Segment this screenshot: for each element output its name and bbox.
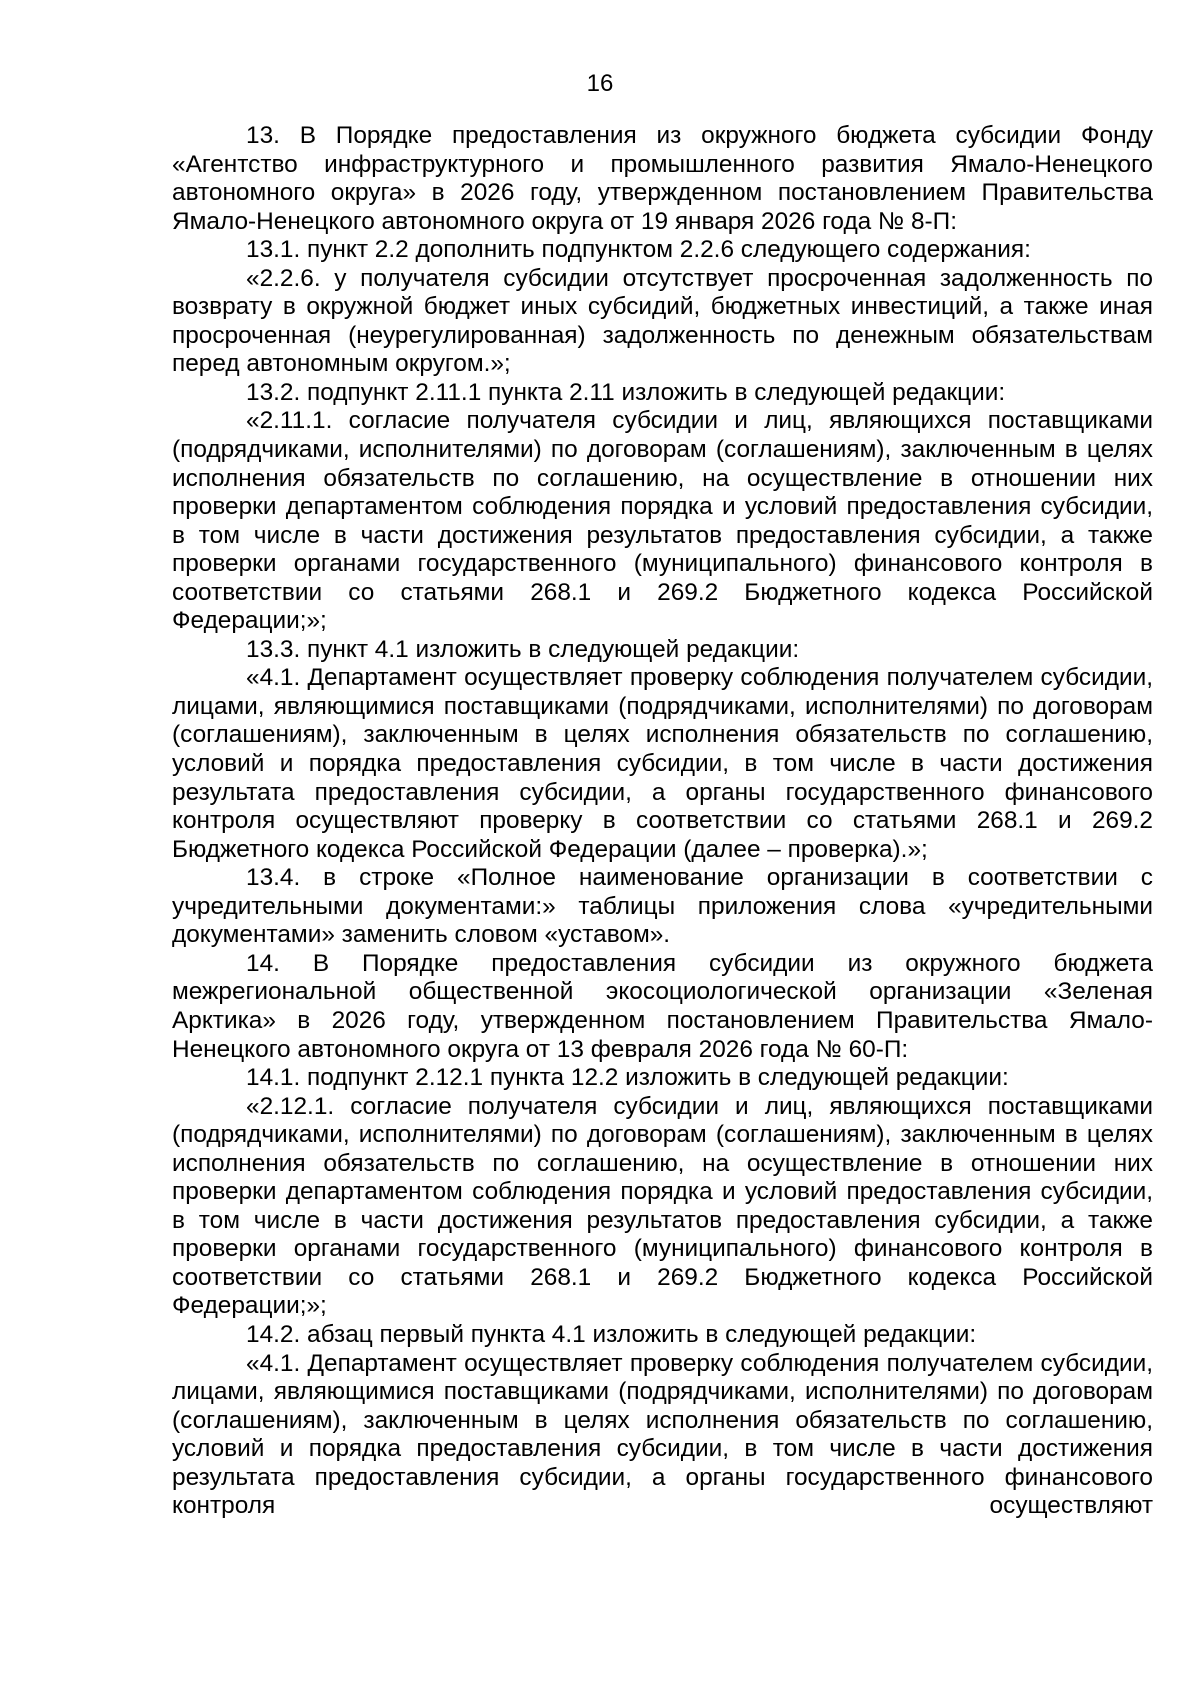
paragraph-13-2: 13.2. подпункт 2.11.1 пункта 2.11 изложить в следующей редакции: bbox=[246, 378, 1006, 406]
paragraph-14: 14. В Порядке предоставления субсидии из окружного бюджета межрегиональной общественной экосоциологической организации «Зеленая Арктика» в 2026 году, утвержденном постановлением Правительства Ямало-Ненецкого автономного округа от 13 февраля 2026 года № 60-П: bbox=[172, 949, 1153, 1063]
paragraph-2-11-1-quote: «2.11.1. согласие получателя субсидии и лиц, являющихся поставщиками (подрядчиками, исполнителями) по договорам (соглашениям), заключенным в целях исполнения обязательств по соглашению, на осуществление в отношении них проверки департаментом соблюдения порядка и условий предоставления субсидии, в том числе в части достижения результатов предоставления субсидии, а также проверки органами государственного (муниципального) финансового контроля в соответствии со статьями 268.1 и 269.2 Бюджетного кодекса Российской Федерации;»; bbox=[172, 407, 1153, 635]
paragraph-2-2-6-quote: «2.2.6. у получателя субсидии отсутствует просроченная задолженность по возврату в окружной бюджет иных субсидий, бюджетных инвестиций, а также иная просроченная (неурегулированная) задолженность по денежным обязательствам перед автономным округом.»; bbox=[172, 264, 1153, 378]
paragraph-13-4: 13.4. в строке «Полное наименование организации в соответствии с учредительными документами:» таблицы приложения слова «учредительными документами» заменить словом «уставом». bbox=[172, 864, 1153, 949]
paragraph-4-1-quote-continued: «4.1. Департамент осуществляет проверку соблюдения получателем субсидии, лицами, являющимися поставщиками (подрядчиками, исполнителями) по договорам (соглашениям), заключенным в целях исполнения обязательств по соглашению, условий и порядка предоставления субсидии, в том числе в части достижения результата предоставления субсидии, а органы государственного финансового контроля осуществляют bbox=[172, 1349, 1153, 1520]
document-body bbox=[172, 122, 1153, 1521]
page-number: 16 bbox=[586, 70, 614, 97]
paragraph-4-1-quote: «4.1. Департамент осуществляет проверку соблюдения получателем субсидии, лицами, являющимися поставщиками (подрядчиками, исполнителями) по договорам (соглашениям), заключенным в целях исполнения обязательств по соглашению, условий и порядка предоставления субсидии, в том числе в части достижения результата предоставления субсидии, а органы государственного финансового контроля осуществляют проверку в соответствии со статьями 268.1 и 269.2 Бюджетного кодекса Российской Федерации (далее – проверка).»; bbox=[172, 664, 1153, 863]
paragraph-14-2: 14.2. абзац первый пункта 4.1 изложить в следующей редакции: bbox=[246, 1320, 977, 1348]
paragraph-14-1: 14.1. подпункт 2.12.1 пункта 12.2 изложить в следующей редакции: bbox=[246, 1064, 1009, 1092]
paragraph-13-3: 13.3. пункт 4.1 изложить в следующей редакции: bbox=[246, 635, 800, 663]
paragraph-13: 13. В Порядке предоставления из окружного бюджета субсидии Фонду «Агентство инфраструктурного и промышленного развития Ямало-Ненецкого автономного округа» в 2026 году, утвержденном постановлением Правительства Ямало-Ненецкого автономного округа от 19 января 2026 года № 8-П: bbox=[172, 122, 1153, 235]
paragraph-2-12-1-quote: «2.12.1. согласие получателя субсидии и лиц, являющихся поставщиками (подрядчиками, исполнителями) по договорам (соглашениям), заключенным в целях исполнения обязательств по соглашению, на осуществление в отношении них проверки департаментом соблюдения порядка и условий предоставления субсидии, в том числе в части достижения результатов предоставления субсидии, а также проверки органами государственного (муниципального) финансового контроля в соответствии со статьями 268.1 и 269.2 Бюджетного кодекса Российской Федерации;»; bbox=[172, 1092, 1153, 1320]
paragraph-13-1: 13.1. пункт 2.2 дополнить подпунктом 2.2.6 следующего содержания: bbox=[246, 236, 1031, 264]
